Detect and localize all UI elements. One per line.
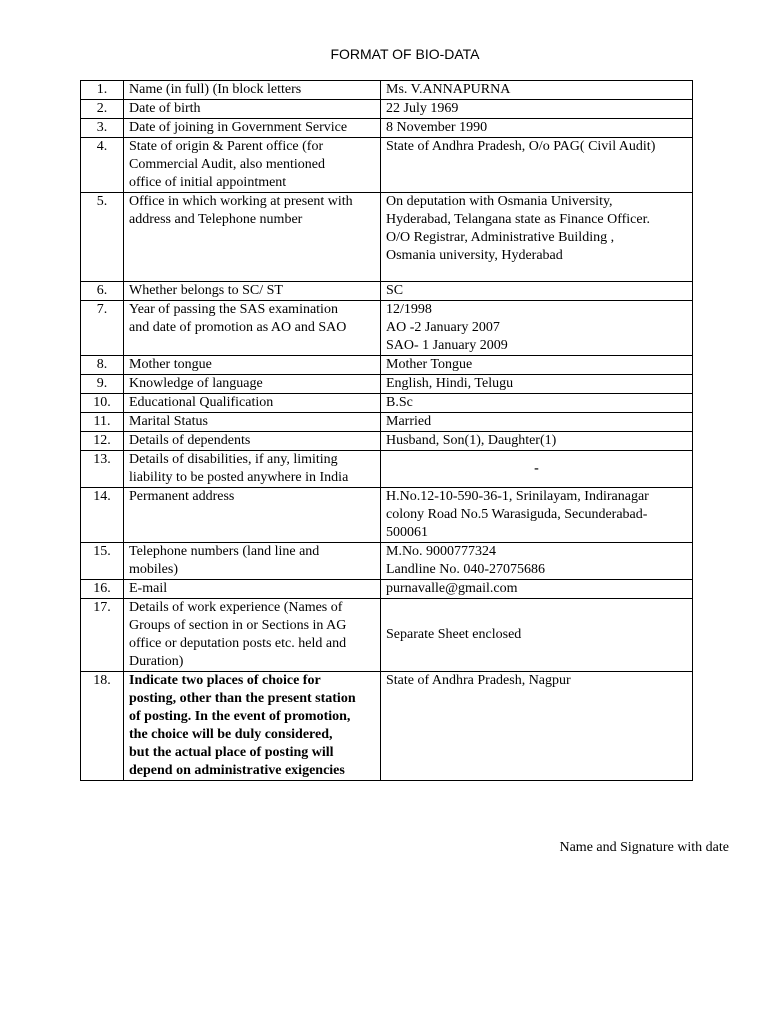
- field-label: Office in which working at present with address and Telephone number: [124, 193, 381, 282]
- table-row: [81, 138, 693, 193]
- field-label: Date of joining in Government Service: [124, 119, 381, 138]
- row-number: 17.: [81, 599, 124, 672]
- table-row: [81, 375, 693, 394]
- field-value: purnavalle@gmail.com: [381, 580, 693, 599]
- field-label: Year of passing the SAS examination and date of promotion as AO and SAO: [124, 301, 381, 356]
- table-row: [81, 672, 693, 781]
- table-row: [81, 301, 693, 356]
- field-label: Details of dependents: [124, 432, 381, 451]
- table-row: [81, 599, 693, 672]
- row-number: 12.: [81, 432, 124, 451]
- field-value: Husband, Son(1), Daughter(1): [381, 432, 693, 451]
- table-row: [81, 488, 693, 543]
- field-label: Details of disabilities, if any, limiting liability to be posted anywhere in India: [124, 451, 381, 488]
- table-row: [81, 451, 693, 488]
- field-value: B.Sc: [381, 394, 693, 413]
- row-number: 2.: [81, 100, 124, 119]
- field-value: H.No.12-10-590-36-1, Srinilayam, Indiranagar colony Road No.5 Warasiguda, Secunderabad- 500061: [381, 488, 693, 543]
- field-label: State of origin & Parent office (for Commercial Audit, also mentioned office of initial appointment: [124, 138, 381, 193]
- bio-data-table: [80, 80, 693, 781]
- table-row: [81, 394, 693, 413]
- field-label: Name (in full) (In block letters: [124, 81, 381, 100]
- row-number: 9.: [81, 375, 124, 394]
- row-number: 18.: [81, 672, 124, 781]
- field-label: Marital Status: [124, 413, 381, 432]
- row-number: 1.: [81, 81, 124, 100]
- field-label: Indicate two places of choice for posting, other than the present station of posting. In the event of promotion, the choice will be duly considered, but the actual place of posting will depend on administrative exigencies: [124, 672, 381, 781]
- field-value: 8 November 1990: [381, 119, 693, 138]
- field-value: Mother Tongue: [381, 356, 693, 375]
- field-value: State of Andhra Pradesh, Nagpur: [381, 672, 693, 781]
- field-value: 22 July 1969: [381, 100, 693, 119]
- row-number: 11.: [81, 413, 124, 432]
- signature-label: Name and Signature with date: [559, 840, 729, 855]
- field-label: Educational Qualification: [124, 394, 381, 413]
- field-value: -: [381, 451, 693, 488]
- table-row: [81, 193, 693, 282]
- row-number: 16.: [81, 580, 124, 599]
- field-value: SC: [381, 282, 693, 301]
- field-value: M.No. 9000777324 Landline No. 040-27075686: [381, 543, 693, 580]
- row-number: 4.: [81, 138, 124, 193]
- table-row: [81, 81, 693, 100]
- field-value: Ms. V.ANNAPURNA: [381, 81, 693, 100]
- field-label: Permanent address: [124, 488, 381, 543]
- table-row: [81, 580, 693, 599]
- row-number: 5.: [81, 193, 124, 282]
- row-number: 3.: [81, 119, 124, 138]
- row-number: 10.: [81, 394, 124, 413]
- field-value: State of Andhra Pradesh, O/o PAG( Civil Audit): [381, 138, 693, 193]
- table-row: [81, 543, 693, 580]
- table-row: [81, 119, 693, 138]
- table-row: [81, 282, 693, 301]
- row-number: 14.: [81, 488, 124, 543]
- row-number: 7.: [81, 301, 124, 356]
- field-label: Whether belongs to SC/ ST: [124, 282, 381, 301]
- field-label: Telephone numbers (land line and mobiles): [124, 543, 381, 580]
- row-number: 8.: [81, 356, 124, 375]
- field-label: E-mail: [124, 580, 381, 599]
- field-value: Married: [381, 413, 693, 432]
- field-label: Mother tongue: [124, 356, 381, 375]
- row-number: 13.: [81, 451, 124, 488]
- field-value: English, Hindi, Telugu: [381, 375, 693, 394]
- field-label: Knowledge of language: [124, 375, 381, 394]
- field-label: Details of work experience (Names of Groups of section in or Sections in AG office or deputation posts etc. held and Duration): [124, 599, 381, 672]
- field-label: Date of birth: [124, 100, 381, 119]
- row-number: 6.: [81, 282, 124, 301]
- table-row: [81, 100, 693, 119]
- table-row: [81, 413, 693, 432]
- table-row: [81, 356, 693, 375]
- table-row: [81, 432, 693, 451]
- page-title: FORMAT OF BIO-DATA: [330, 46, 480, 62]
- field-value: 12/1998 AO -2 January 2007 SAO- 1 January 2009: [381, 301, 693, 356]
- row-number: 15.: [81, 543, 124, 580]
- field-value: Separate Sheet enclosed: [381, 599, 693, 672]
- field-value: On deputation with Osmania University, Hyderabad, Telangana state as Finance Officer. O/O Registrar, Administrative Building , Osmania university, Hyderabad: [381, 193, 693, 282]
